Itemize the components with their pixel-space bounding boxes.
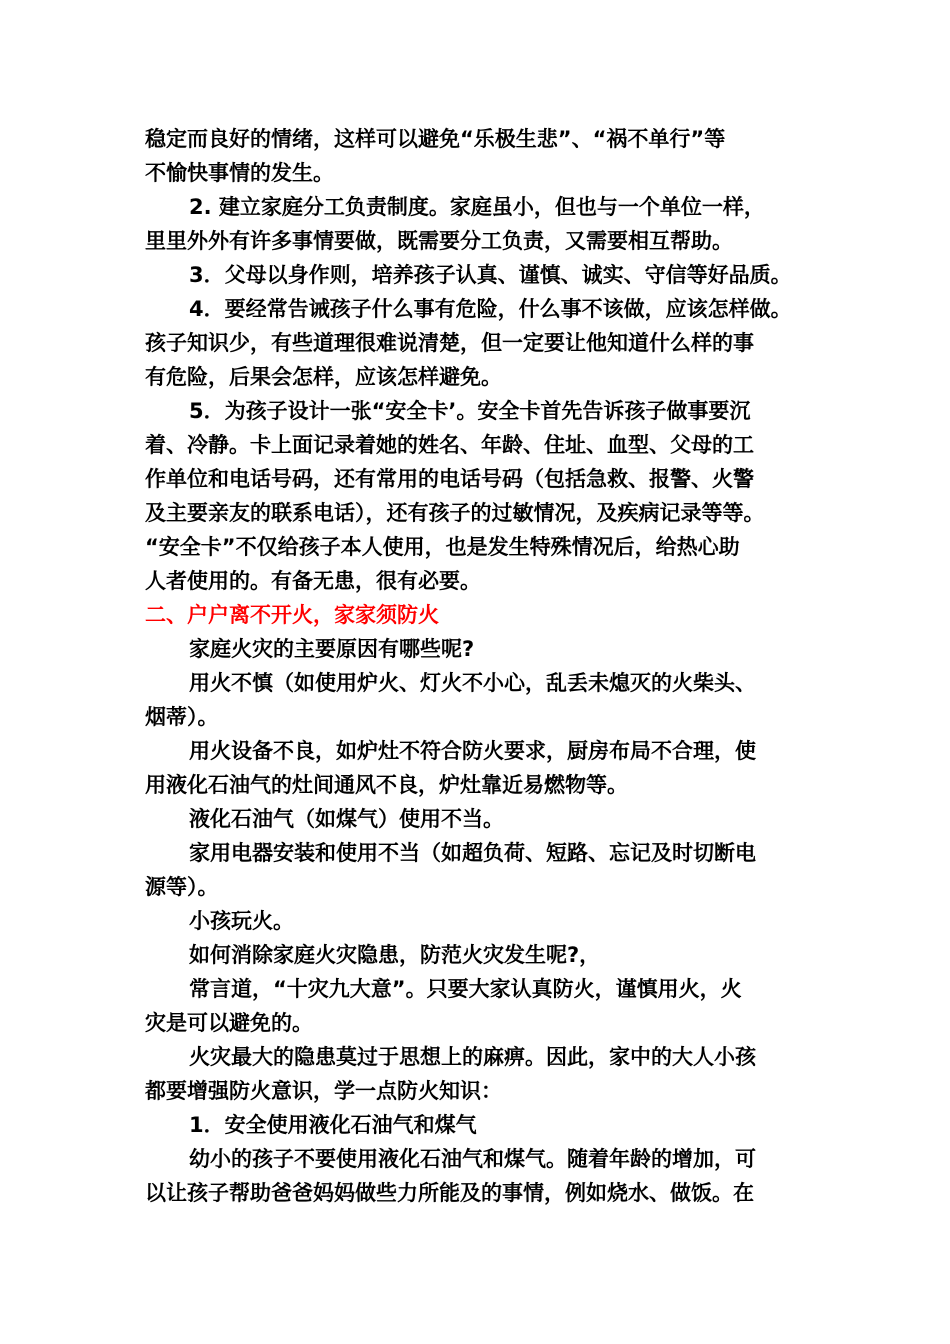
text-line: 2. 建立家庭分工负责制度。家庭虽小，但也与一个单位一样， (189, 195, 765, 219)
text-line: 孩子知识少，有些道理很难说清楚，但一定要让他知道什么样的事 (145, 331, 754, 355)
text-line: 小孩玩火。 (189, 909, 294, 933)
text-line: 1．安全使用液化石油气和煤气 (189, 1113, 477, 1137)
text-line: 都要增强防火意识，学一点防火知识： (145, 1079, 502, 1103)
document-body (145, 122, 815, 1210)
text-line: 火灾最大的隐患莫过于思想上的麻痹。因此，家中的大人小孩 (189, 1045, 756, 1069)
text-line: 作单位和电话号码，还有常用的电话号码（包括急救、报警、火警 (145, 467, 754, 491)
text-line: 里里外外有许多事情要做，既需要分工负责，又需要相互帮助。 (145, 229, 733, 253)
text-line: 人者使用的。有备无患，很有必要。 (145, 569, 481, 593)
section-heading: 二、户户离不开火，家家须防火 (145, 603, 439, 627)
text-line: 3．父母以身作则，培养孩子认真、谨慎、诚实、守信等好品质。 (189, 263, 792, 287)
text-line: “安全卡”不仅给孩子本人使用，也是发生特殊情况后，给热心助 (145, 535, 740, 559)
text-line: 用液化石油气的灶间通风不良，炉灶靠近易燃物等。 (145, 773, 628, 797)
text-line: 家用电器安装和使用不当（如超负荷、短路、忘记及时切断电 (189, 841, 756, 865)
text-line: 幼小的孩子不要使用液化石油气和煤气。随着年龄的增加，可 (189, 1147, 756, 1171)
text-line: 以让孩子帮助爸爸妈妈做些力所能及的事情，例如烧水、做饭。在 (145, 1181, 754, 1205)
text-line: 着、冷静。卡上面记录着她的姓名、年龄、住址、血型、父母的工 (145, 433, 754, 457)
text-line: 5．为孩子设计一张“安全卡’。安全卡首先告诉孩子做事要沉 (189, 399, 751, 423)
text-line: 用火不慎（如使用炉火、灯火不小心，乱丢未熄灭的火柴头、 (189, 671, 756, 695)
text-line: 灾是可以避免的。 (145, 1011, 313, 1035)
text-line: 及主要亲友的联系电话），还有孩子的过敏情况，及疾病记录等等。 (145, 501, 765, 525)
text-line: 源等）。 (145, 875, 219, 899)
text-line: 液化石油气（如煤气）使用不当。 (189, 807, 504, 831)
text-line: 4．要经常告诫孩子什么事有危险，什么事不该做，应该怎样做。 (189, 297, 792, 321)
text-line: 稳定而良好的情绪，这样可以避免“乐极生悲”、“祸不单行”等 (145, 127, 726, 151)
text-line: 不愉快事情的发生。 (145, 161, 334, 185)
text-line: 常言道，“十灾九大意”。只要大家认真防火，谨慎用火，火 (189, 977, 742, 1001)
text-line: 有危险，后果会怎样，应该怎样避免。 (145, 365, 502, 389)
text-line: 用火设备不良，如炉灶不符合防火要求，厨房布局不合理，使 (189, 739, 756, 763)
text-line: 家庭火灾的主要原因有哪些呢? (189, 637, 475, 661)
text-line: 如何消除家庭火灾隐患，防范火灾发生呢?， (189, 943, 601, 967)
text-line: 烟蒂）。 (145, 705, 219, 729)
